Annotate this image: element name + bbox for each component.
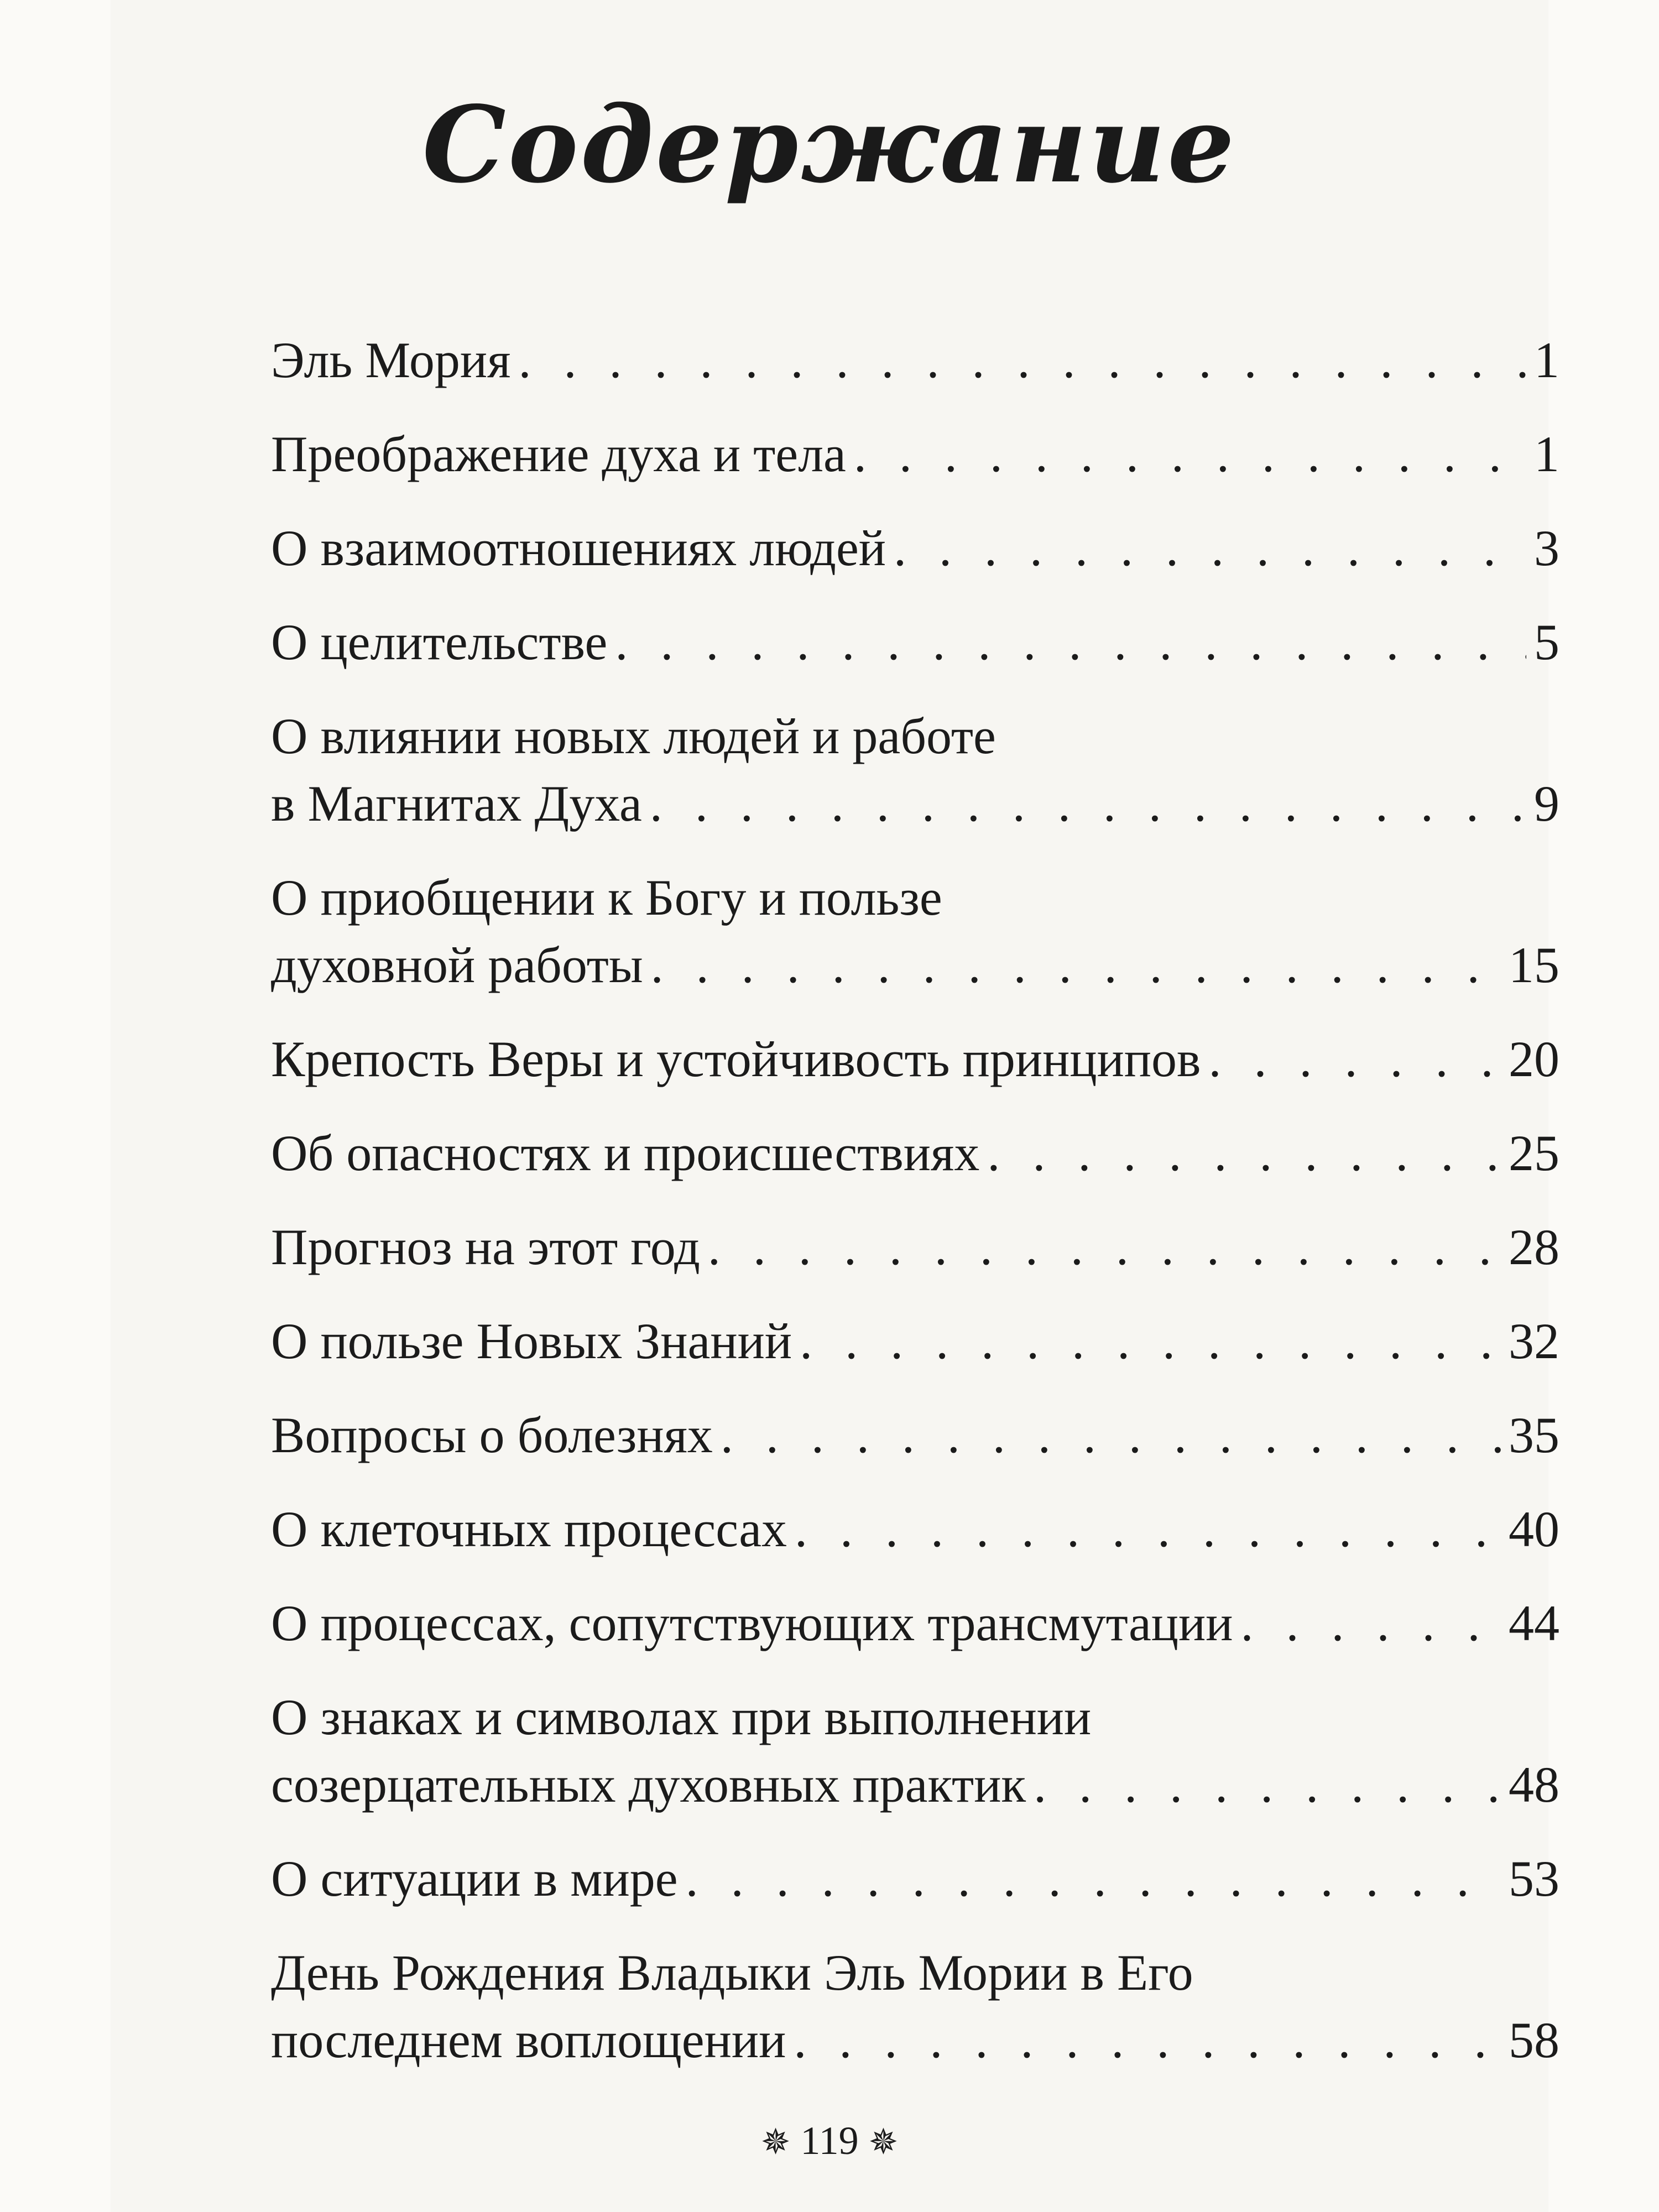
toc-entry-page: 28 <box>1509 1219 1559 1275</box>
toc-entry-title: духовной работы <box>271 937 643 993</box>
ornament-right-icon: ✵ <box>868 2122 899 2162</box>
dot-leader <box>721 1401 1501 1469</box>
dot-leader <box>987 1119 1501 1187</box>
toc-entry <box>271 1025 1559 1093</box>
toc-entry <box>271 1401 1559 1469</box>
toc-entry-title: Эль Мория <box>271 332 511 388</box>
toc-entry-title: О целительстве <box>271 614 608 670</box>
toc-entry-title: О ситуации в мире <box>271 1850 678 1907</box>
dot-leader <box>615 608 1526 676</box>
dot-leader <box>1208 1025 1501 1093</box>
toc-entry-title: О пользе Новых Знаний <box>271 1313 792 1369</box>
toc-entry <box>271 1589 1559 1657</box>
toc-entry <box>271 1307 1559 1375</box>
dot-leader <box>708 1213 1501 1281</box>
toc-entry-page: 5 <box>1534 614 1559 670</box>
toc-entry-title: О процессах, сопутствующих трансмутации <box>271 1595 1233 1651</box>
ornament-left-icon: ✵ <box>760 2122 791 2162</box>
dot-leader <box>854 420 1526 488</box>
toc-entry-title: О взаимоотношениях людей <box>271 520 886 576</box>
toc-entry-title-line: О приобщении к Богу и пользе <box>271 869 942 926</box>
toc-entry-title: последнем воплощении <box>271 2012 786 2068</box>
toc-entry <box>271 608 1559 676</box>
toc-entry-title: Крепость Веры и устойчивость принципов <box>271 1031 1201 1087</box>
toc-entry <box>271 864 1559 999</box>
toc-entry-page: 40 <box>1509 1501 1559 1557</box>
toc-entry-title: Об опасностях и происшествиях <box>271 1125 980 1181</box>
toc-entry <box>271 702 1559 837</box>
dot-leader <box>651 931 1501 999</box>
toc-entry <box>271 1845 1559 1912</box>
toc-entry <box>271 514 1559 582</box>
page-footer <box>111 2118 1548 2164</box>
toc-entry <box>271 326 1559 394</box>
dot-leader <box>650 770 1526 837</box>
book-page <box>111 0 1559 2212</box>
toc-entry-title: Преображение духа и тела <box>271 426 846 482</box>
toc-entry <box>271 420 1559 488</box>
toc-entry <box>271 1495 1559 1563</box>
toc-entry-page: 25 <box>1509 1125 1559 1181</box>
toc-entry-page: 48 <box>1509 1756 1559 1813</box>
table-of-contents <box>271 326 1559 2100</box>
dot-leader <box>795 1495 1501 1563</box>
dot-leader <box>1241 1589 1501 1657</box>
toc-entry-title: Вопросы о болезнях <box>271 1407 713 1463</box>
dot-leader <box>794 2006 1501 2074</box>
toc-entry <box>271 1939 1559 2074</box>
toc-entry-page: 35 <box>1509 1407 1559 1463</box>
toc-entry-title: в Магнитах Духа <box>271 775 642 832</box>
dot-leader <box>894 514 1526 582</box>
toc-entry <box>271 1119 1559 1187</box>
dot-leader <box>518 326 1526 394</box>
dot-leader <box>1034 1751 1501 1818</box>
toc-entry-title: Прогноз на этот год <box>271 1219 700 1275</box>
toc-entry-page: 1 <box>1534 426 1559 482</box>
toc-entry-page: 1 <box>1534 332 1559 388</box>
toc-entry-page: 44 <box>1509 1595 1559 1651</box>
dot-leader <box>800 1307 1501 1375</box>
toc-entry <box>271 1213 1559 1281</box>
toc-entry-title: О клеточных процессах <box>271 1501 787 1557</box>
toc-entry-title: созерцательных духовных практик <box>271 1756 1026 1813</box>
toc-entry-page: 3 <box>1534 520 1559 576</box>
toc-entry-page: 53 <box>1509 1850 1559 1907</box>
page-number: 119 <box>800 2119 859 2163</box>
dot-leader <box>686 1845 1501 1912</box>
toc-entry <box>271 1683 1559 1818</box>
toc-entry-title-line: День Рождения Владыки Эль Мории в Его <box>271 1944 1193 2001</box>
toc-entry-page: 32 <box>1509 1313 1559 1369</box>
toc-entry-title-line: О влиянии новых людей и работе <box>271 708 996 764</box>
toc-entry-page: 58 <box>1509 2012 1559 2068</box>
page-title: Содержание <box>422 83 1237 206</box>
toc-entry-page: 20 <box>1509 1031 1559 1087</box>
toc-entry-title-line: О знаках и символах при выполнении <box>271 1689 1092 1745</box>
toc-entry-page: 9 <box>1534 775 1559 832</box>
toc-entry-page: 15 <box>1509 937 1559 993</box>
